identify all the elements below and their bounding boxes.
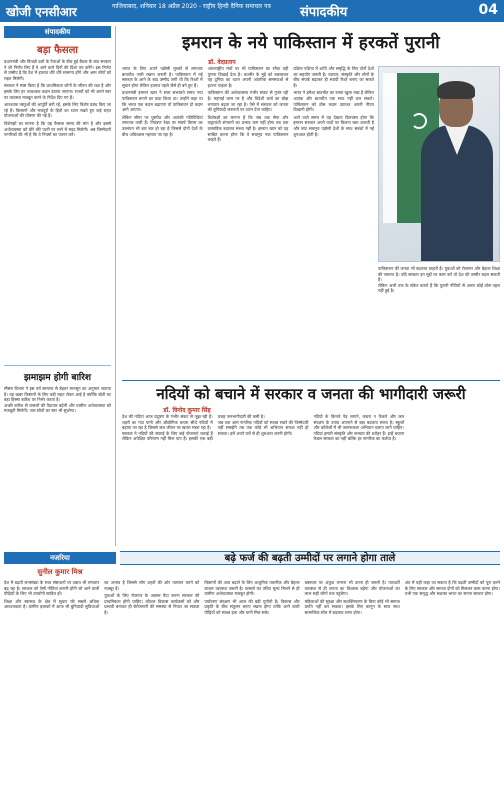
bottom-byline: सुनील कुमार मिश्र	[37, 568, 83, 576]
second-story-body	[122, 414, 500, 546]
main-story-paragraph: आने वाले समय में यह देखना दिलचस्प होगा कि इमरान सरकार अपने वादों पर कितना खरा उतरती है और क्या सचमुच पड़ोसी देशों के साथ संबंधों में नई शुरुआत होती है।	[293, 114, 374, 137]
second-byline: डॉ. विनोद कुमार सिंह	[163, 407, 211, 414]
editorial-sidebar	[4, 26, 116, 546]
main-story-paragraph: अंतरराष्ट्रीय मंचों पर भी पाकिस्तान का रवैया वही पुराना दिखाई देता है। कश्मीर के मुद्दे को उछालकर वह दुनिया का ध्यान अपनी आंतरिक समस्याओं से हटाना चाहता है।	[207, 66, 289, 88]
bottom-headline: बढ़े फर्ज की बढ़ती उम्मीदों पर लगाने होगा ताले	[120, 551, 500, 565]
bottom-paragraph: अंत में यही कहा जा सकता है कि बढ़ती उम्मीदों को पूरा करने के लिए सरकार और समाज दोनों को मिलकर काम करना होगा। तभी एक समृद्ध और सशक्त भारत का सपना साकार होगा।	[404, 580, 500, 597]
second-story-paragraph: जब तक आम नागरिक नदियों को स्वच्छ रखने की जिम्मेदारी नहीं समझेंगे तब तक कोई भी अभियान सफल नहीं हो सकता। हमें अपने घरों से ही शुरुआत करनी होगी।	[217, 419, 309, 436]
editorial-title: बड़ा फैसला	[37, 45, 78, 56]
main-byline: डॉ. वेदप्रताप	[208, 59, 236, 66]
bottom-paragraph: भ्रष्टाचार पर अंकुश लगाना भी उतना ही जरूरी है। पारदर्शी व्यवस्था से ही जनता का विश्वास बढ़ेगा और योजनाओं का लाभ सही लोगों तक पहुंचेगा।	[304, 580, 400, 597]
main-story-body	[122, 66, 374, 376]
editorial-paragraph: प्रधानमंत्री और विपक्षी दलों के नेताओं के बीच हुई बैठक के बाद सरकार ने जो निर्णय लिए हैं वे आने वाले दिनों की दिशा तय करेंगे। इस निर्णय से उम्मीद है कि देश में हालात धीरे धीरे सामान्य होंगे और आम लोगों को राहत मिलेगी।	[4, 59, 111, 81]
bottom-paragraph: पर्यावरण संरक्षण भी आज की बड़ी चुनौती है। विकास और प्रकृति के बीच संतुलन बनाए रखना होगा ताकि आने वाली पीढ़ियों को स्वच्छ हवा और पानी मिल सके।	[204, 598, 300, 615]
crescent-icon	[411, 113, 427, 129]
second-story-paragraph: सरकार ने नदियों की सफाई के लिए कई योजनाएं चलाई हैं लेकिन अपेक्षित परिणाम नहीं मिल पाए हैं। इसकी एक बड़ी वजह जनभागीदारी की कमी है।	[122, 414, 265, 442]
bottom-section-label: नजरिया	[4, 552, 116, 564]
second-story-paragraph: देश की नदियां आज प्रदूषण के गंभीर संकट से जूझ रही हैं। शहरों का गंदा पानी और औद्योगिक कचरा सीधे नदियों में बहाया जा रहा है जिससे जल जीवन पर खतरा मंडरा रहा है।	[122, 414, 213, 431]
bottom-paragraph: शिक्षा और स्वास्थ्य के क्षेत्र में सुधार की सबसे अधिक आवश्यकता है। ग्रामीण इलाकों में आज भी बुनियादी सुविधाओं का अभाव है जिससे लोग शहरों की ओर पलायन करने को मजबूर हैं।	[4, 580, 200, 610]
main-story-paragraph: भारत के लिए अपने पड़ोसी मुल्कों से लगातार बातचीत जारी रखना जरूरी है। पाकिस्तान में नई सरकार के आने के बाद उम्मीद जगी थी कि रिश्तों में सुधार होगा लेकिन हालात पहले जैसे ही बने हुए हैं।	[122, 66, 203, 88]
main-headline: इमरान के नये पाकिस्तान में हरकतें पुरानी	[182, 33, 440, 53]
second-story-paragraph: नदियां हमारी संस्कृति और सभ्यता की धरोहर हैं। इन्हें बचाना केवल सरकार का नहीं बल्कि हर नागरिक का कर्तव्य है।	[313, 430, 405, 442]
page-number: 04	[478, 2, 498, 18]
section-divider	[122, 380, 500, 381]
rain-box-title: झमाझम होगी बारिश	[23, 373, 92, 383]
main-story-paragraph: विशेषज्ञों का मानना है कि जब तक सेना और कट्टरपंथी संगठनों का प्रभाव कम नहीं होगा तब तक वास्तविक बदलाव संभव नहीं है। इमरान खान को यह साबित करना होगा कि वे सचमुच नया पाकिस्तान चाहते हैं।	[207, 114, 289, 143]
bottom-story-body	[4, 580, 500, 796]
side-paragraph: लेकिन अभी तक के संकेत बताते हैं कि पुरानी नीतियों से अलग कोई ठोस पहल नहीं हुई है।	[378, 282, 500, 294]
editorial-label: संपादकीय	[4, 26, 111, 38]
second-headline: नदियों को बचाने में सरकार व जनता की भागीदारी जरूरी	[156, 385, 466, 403]
main-story-paragraph: दक्षिण एशिया में शांति और समृद्धि के लिए दोनों देशों का सहयोग जरूरी है। व्यापार, संस्कृति और लोगों के बीच संपर्क बढ़ाकर ही स्थायी रिश्ते बनाए जा सकते हैं।	[293, 66, 374, 88]
second-story-paragraph: नदियों के किनारे पेड़ लगाने, कचरा न फेंकने और जल संरक्षण के उपाय अपनाने से बड़ा बदलाव संभव है। स्कूलों और कॉलेजों में भी जागरूकता अभियान चलाए जाने चाहिए।	[313, 414, 405, 431]
main-story-side-text	[378, 266, 500, 376]
main-story-paragraph: प्रधानमंत्री इमरान खान ने सत्ता संभालते समय नया पाकिस्तान बनाने का वादा किया था। उन्होंने कहा था कि भारत एक कदम बढ़ाएगा तो पाकिस्तान दो कदम आगे आएगा।	[122, 90, 203, 113]
portrait-hair	[437, 81, 475, 99]
rain-box-paragraph: अच्छी बारिश से फसलों की पैदावार बढ़ेगी और ग्रामीण अर्थव्यवस्था को मजबूती मिलेगी। जल स्रोतों का स्तर भी सुधरेगा।	[4, 402, 111, 414]
main-story-paragraph: पाकिस्तान की अर्थव्यवस्था गंभीर संकट से गुजर रही है। महंगाई चरम पर है और विदेशी कर्ज का बोझ लगातार बढ़ता जा रहा है। ऐसे में सरकार को जनता की बुनियादी जरूरतों पर ध्यान देना चाहिए।	[207, 90, 289, 113]
bottom-paragraph: देश में बढ़ती जनसंख्या के साथ संसाधनों पर दबाव भी लगातार बढ़ रहा है। सरकार को ऐसी नीतियां बनानी होंगी जो आने वाली पीढ़ियों के लिए भी उपयोगी साबित हों।	[4, 580, 100, 597]
bottom-paragraph: महिलाओं की सुरक्षा और सशक्तिकरण के बिना कोई भी समाज प्रगति नहीं कर सकता। इसके लिए कानून के साथ साथ सामाजिक सोच में बदलाव लाना होगा।	[304, 598, 400, 615]
editorial-paragraph: सरकार ने स्पष्ट किया है कि प्राथमिकता लोगों के जीवन की रक्षा है और इसके लिए हर आवश्यक कदम उठाया जाएगा। राज्यों को भी अपने स्तर पर व्यवस्था मजबूत करने के निर्देश दिए गए हैं।	[4, 83, 111, 100]
section-title: संपादकीय	[300, 5, 348, 20]
bottom-paragraph: किसानों की आय बढ़ाने के लिए आधुनिक तकनीक और बेहतर बाजार व्यवस्था जरूरी है। फसलों का उचित मूल्य मिलने से ही ग्रामीण अर्थव्यवस्था मजबूत होगी।	[204, 580, 300, 597]
main-story-paragraph: लेकिन सीमा पर घुसपैठ और आतंकी गतिविधियां लगातार जारी हैं। नियंत्रण रेखा पर संघर्ष विराम का उल्लंघन भी बार बार हो रहा है जिससे दोनों देशों के बीच अविश्वास गहराता जा रहा है।	[122, 114, 203, 137]
rain-box-body	[4, 386, 111, 556]
date-line: गाजियाबाद, शनिवार 18 अप्रैल 2020 - राष्ट्रीय हिन्दी दैनिक समाचार पत्र	[112, 3, 271, 10]
editorial-body	[4, 59, 111, 359]
main-story-paragraph: भारत ने हमेशा बातचीत का रास्ता खुला रखा है लेकिन आतंक और बातचीत एक साथ नहीं चल सकते। पाकिस्तान को ठोस कदम उठाकर अपनी नीयत दिखानी होगी।	[293, 90, 374, 113]
rain-box-paragraph: मौसम विभाग ने इस वर्ष सामान्य से बेहतर मानसून का अनुमान जताया है। यह खबर किसानों के लिए बड़ी राहत लेकर आई है क्योंकि खेती का बड़ा हिस्सा बारिश पर निर्भर करता है।	[4, 386, 111, 403]
rain-box	[4, 365, 111, 556]
newspaper-brand: खोजी एनसीआर	[6, 5, 77, 19]
editorial-paragraph: विशेषज्ञों का मानना है कि यह फैसला समय की मांग है और इससे अर्थव्यवस्था को धीरे धीरे पटरी पर लाने में मदद मिलेगी। अब जिम्मेदारी नागरिकों की भी है कि वे नियमों का पालन करें।	[4, 120, 111, 138]
side-paragraph: पाकिस्तान की जनता भी बदलाव चाहती है। युवाओं को रोजगार और बेहतर शिक्षा की जरूरत है। यदि सरकार इन मुद्दों पर काम करे तो देश की तस्वीर बदल सकती है।	[378, 266, 500, 283]
bottom-paragraph: युवाओं के लिए रोजगार के अवसर पैदा करना सरकार की प्राथमिकता होनी चाहिए। कौशल विकास कार्यक्रमों को और प्रभावी बनाकर ही बेरोजगारी की समस्या से निपटा जा सकता है।	[104, 593, 200, 615]
editorial-paragraph: आवश्यक वस्तुओं की आपूर्ति बनी रहे, इसके लिए विशेष प्रबंध किए जा रहे हैं। किसानों और मजदूरों के हितों का ध्यान रखते हुए कई राहत योजनाओं की घोषणा की गई है।	[4, 102, 111, 119]
masthead	[0, 0, 504, 22]
portrait-photo	[378, 66, 500, 262]
